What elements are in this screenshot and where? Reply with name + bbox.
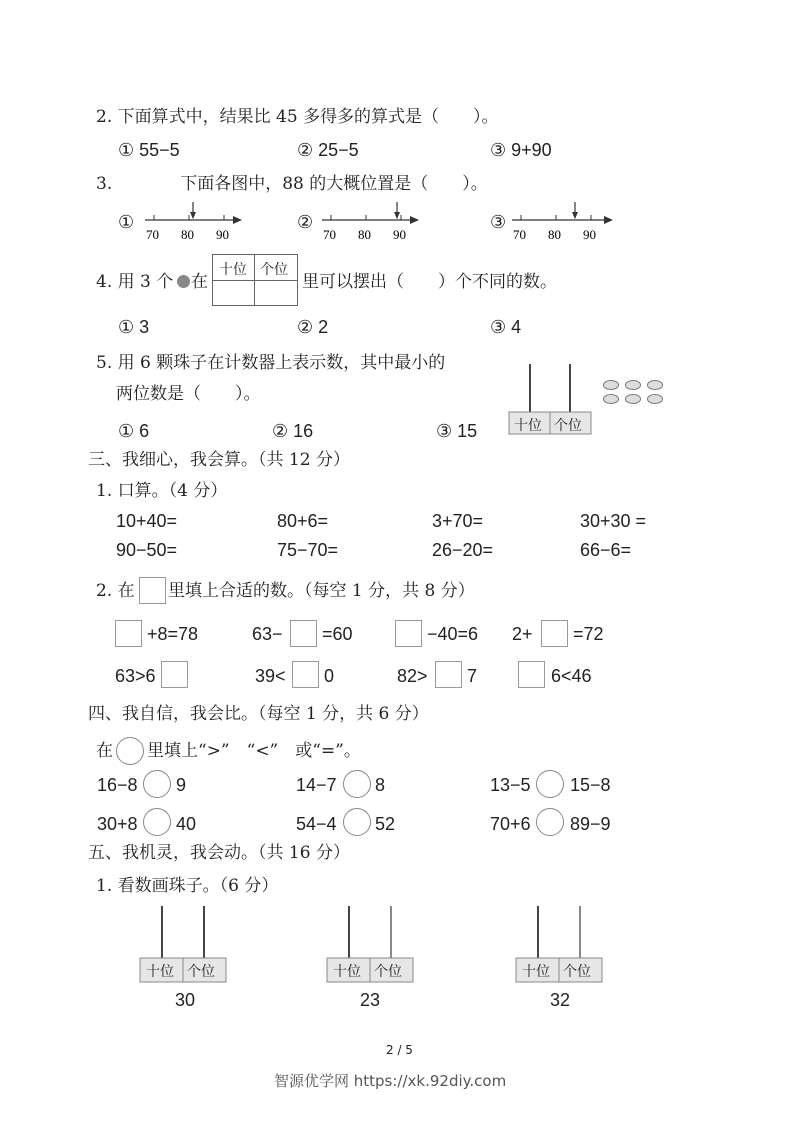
footer-site: 智源优学网 https://xk.92diy.com: [274, 1072, 507, 1090]
abacus-number: 32: [550, 990, 571, 1010]
answer-box[interactable]: [115, 620, 142, 647]
q5-stem-line2: 两位数是（ ）。: [116, 384, 261, 404]
header-ones: 个位: [260, 262, 288, 278]
page-number: 2 / 5: [386, 1043, 413, 1057]
tick-90: 90: [216, 227, 229, 242]
label-ones: 个位: [187, 964, 215, 980]
compare-instr-b: 里填上“>” “<” 或“=”。: [147, 741, 361, 761]
fill-expr: =72: [573, 624, 604, 644]
oral-item: 80+6=: [277, 511, 329, 531]
label-tens: 十位: [333, 964, 361, 980]
oral-item: 30+30 =: [580, 511, 647, 531]
tick-80: 80: [181, 227, 194, 242]
compare-circle[interactable]: [343, 770, 371, 798]
q5-label-ones: 个位: [554, 418, 582, 434]
number-line-1: [145, 200, 245, 245]
section3-title: 三、我细心，我会算。（共 12 分）: [88, 450, 350, 470]
compare-left: 14−7: [296, 775, 337, 795]
q4-option-2: ② 2: [297, 317, 329, 337]
tick-70: 70: [146, 227, 159, 242]
fill-expr: 7: [467, 666, 478, 686]
label-tens: 十位: [522, 964, 550, 980]
compare-circle[interactable]: [536, 770, 564, 798]
q3-marker-3: ③: [490, 212, 507, 232]
oral-item: 90−50=: [116, 540, 178, 560]
tick-70: 70: [513, 227, 526, 242]
q3-marker-2: ②: [297, 212, 314, 232]
fill-expr: 63−: [252, 624, 283, 644]
q4-stem-a: 4. 用 3 个: [96, 272, 174, 292]
q3-marker-1: ①: [118, 212, 135, 232]
section4-title: 四、我自信，我会比。（每空 1 分，共 6 分）: [88, 704, 429, 724]
compare-left: 30+8: [97, 814, 138, 834]
oral-item: 10+40=: [116, 511, 178, 531]
oral-title: 1. 口算。（4 分）: [96, 481, 228, 501]
q2-option-3: ③ 9+90: [490, 140, 552, 160]
compare-circle[interactable]: [536, 808, 564, 836]
fill-title-a: 2. 在: [96, 581, 135, 601]
q2-stem: 2. 下面算式中，结果比 45 多得多的算式是（ ）。: [96, 107, 499, 127]
abacus-number: 23: [360, 990, 381, 1010]
tick-90: 90: [393, 227, 406, 242]
fill-expr: 0: [324, 666, 335, 686]
fill-expr: =60: [322, 624, 353, 644]
q2-option-1: ① 55−5: [118, 140, 180, 160]
compare-instr-a: 在: [96, 741, 113, 761]
answer-box[interactable]: [292, 661, 319, 688]
compare-right: 9: [176, 775, 187, 795]
compare-left: 13−5: [490, 775, 531, 795]
fill-title-b: 里填上合适的数。（每空 1 分，共 8 分）: [168, 581, 475, 601]
compare-right: 89−9: [570, 814, 611, 834]
label-ones: 个位: [563, 964, 591, 980]
label-ones: 个位: [374, 964, 402, 980]
fill-expr: 6<46: [551, 666, 592, 686]
fill-expr: 2+: [512, 624, 533, 644]
draw-beads-title: 1. 看数画珠子。（6 分）: [96, 876, 279, 896]
oral-item: 66−6=: [580, 540, 632, 560]
compare-circle[interactable]: [143, 808, 171, 836]
answer-box[interactable]: [161, 661, 188, 688]
q2-option-2: ② 25−5: [297, 140, 359, 160]
tick-80: 80: [358, 227, 371, 242]
q5-option-1: ① 6: [118, 421, 150, 441]
q5-stem-line1: 5. 用 6 颗珠子在计数器上表示数，其中最小的: [96, 353, 446, 373]
label-tens: 十位: [146, 964, 174, 980]
compare-right: 15−8: [570, 775, 611, 795]
q5-option-3: ③ 15: [436, 421, 478, 441]
header-tens: 十位: [219, 262, 247, 278]
answer-box[interactable]: [518, 661, 545, 688]
answer-box[interactable]: [435, 661, 462, 688]
answer-box-example: [139, 577, 166, 604]
tick-80: 80: [548, 227, 561, 242]
q4-option-1: ① 3: [118, 317, 150, 337]
q4-stem-c: 里可以摆出（ ）个不同的数。: [302, 272, 557, 292]
compare-right: 8: [375, 775, 386, 795]
abacus-number: 30: [175, 990, 196, 1010]
answer-box[interactable]: [541, 620, 568, 647]
place-value-table: [212, 254, 298, 306]
q3-stem: 3. 下面各图中，88 的大概位置是（ ）。: [96, 174, 488, 194]
q4-stem-b: 在: [191, 272, 208, 292]
compare-circle[interactable]: [143, 770, 171, 798]
q5-label-tens: 十位: [514, 418, 542, 434]
compare-right: 52: [375, 814, 396, 834]
compare-right: 40: [176, 814, 197, 834]
compare-circle[interactable]: [343, 808, 371, 836]
fill-expr: −40=6: [427, 624, 479, 644]
fill-expr: +8=78: [147, 624, 199, 644]
fill-expr: 82>: [397, 666, 428, 686]
q5-option-2: ② 16: [272, 421, 314, 441]
answer-box[interactable]: [290, 620, 317, 647]
q5-beads: [602, 378, 664, 408]
fill-expr: 63>6: [115, 666, 156, 686]
compare-circle-example: [116, 737, 144, 765]
fill-expr: 39<: [255, 666, 286, 686]
number-line-2: [322, 200, 422, 245]
q4-option-3: ③ 4: [490, 317, 522, 337]
tick-70: 70: [323, 227, 336, 242]
oral-item: 26−20=: [432, 540, 494, 560]
number-line-3: [512, 200, 617, 245]
compare-left: 16−8: [97, 775, 138, 795]
section5-title: 五、我机灵，我会动。（共 16 分）: [88, 843, 350, 863]
compare-left: 54−4: [296, 814, 337, 834]
oral-item: 75−70=: [277, 540, 339, 560]
compare-left: 70+6: [490, 814, 531, 834]
answer-box[interactable]: [395, 620, 422, 647]
tick-90: 90: [583, 227, 596, 242]
bead-icon: [177, 275, 190, 288]
oral-item: 3+70=: [432, 511, 484, 531]
